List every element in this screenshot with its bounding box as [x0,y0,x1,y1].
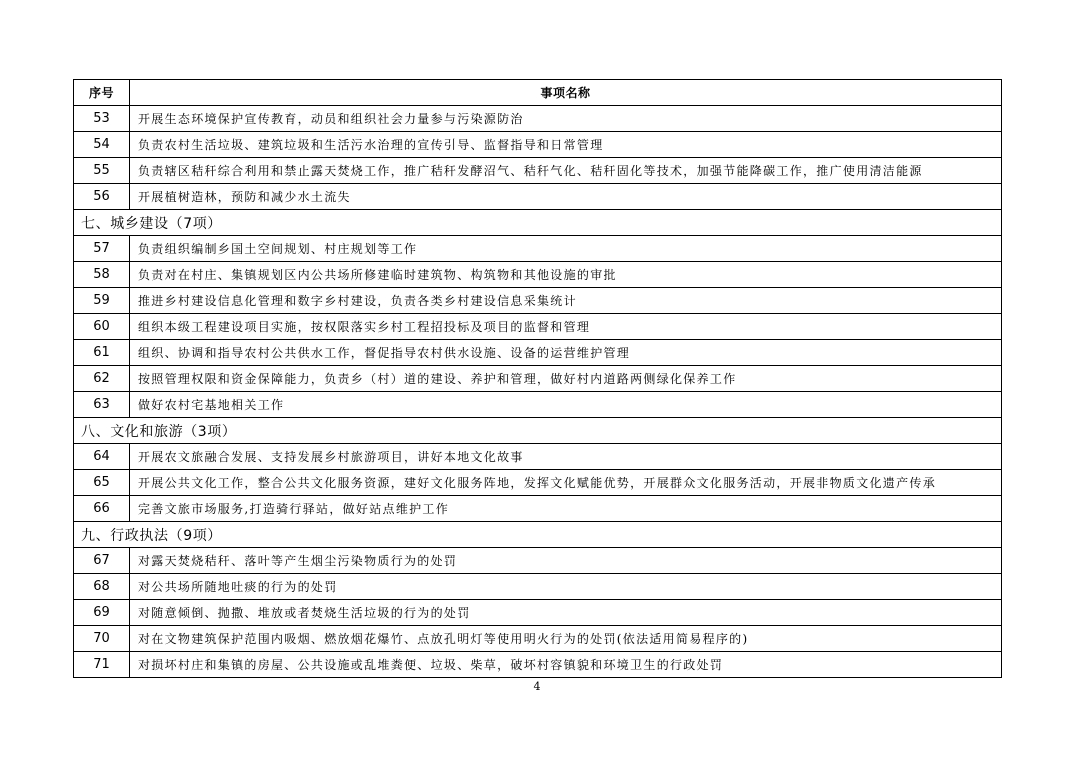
section-title: 八、文化和旅游（3项） [74,418,1002,444]
item-name-cell: 对损坏村庄和集镇的房屋、公共设施或乱堆粪便、垃圾、柴草，破坏村容镇貌和环境卫生的行政处罚 [130,652,1002,678]
seq-cell: 70 [74,626,130,652]
table-row [74,106,1002,132]
item-name-cell: 做好农村宅基地相关工作 [130,392,1002,418]
seq-cell: 53 [74,106,130,132]
table-row [74,652,1002,678]
table-row [74,470,1002,496]
seq-cell: 65 [74,470,130,496]
item-name-cell: 组织、协调和指导农村公共供水工作，督促指导农村供水设施、设备的运营维护管理 [130,340,1002,366]
seq-cell: 55 [74,158,130,184]
seq-cell: 66 [74,496,130,522]
section-title: 七、城乡建设（7项） [74,210,1002,236]
seq-cell: 54 [74,132,130,158]
item-name-cell: 开展公共文化工作，整合公共文化服务资源，建好文化服务阵地，发挥文化赋能优势，开展群众文化服务活动，开展非物质文化遗产传承 [130,470,1002,496]
table-row [74,366,1002,392]
section-row [74,522,1002,548]
item-name-cell: 完善文旅市场服务,打造骑行驿站，做好站点维护工作 [130,496,1002,522]
item-name-cell: 负责对在村庄、集镇规划区内公共场所修建临时建筑物、构筑物和其他设施的审批 [130,262,1002,288]
seq-cell: 59 [74,288,130,314]
item-name-cell: 对随意倾倒、抛撒、堆放或者焚烧生活垃圾的行为的处罚 [130,600,1002,626]
item-name-cell: 开展农文旅融合发展、支持发展乡村旅游项目，讲好本地文化故事 [130,444,1002,470]
table-row [74,392,1002,418]
seq-cell: 64 [74,444,130,470]
table-header-row [74,80,1002,106]
section-row [74,210,1002,236]
seq-cell: 56 [74,184,130,210]
item-name-cell: 负责农村生活垃圾、建筑垃圾和生活污水治理的宣传引导、监督指导和日常管理 [130,132,1002,158]
seq-cell: 71 [74,652,130,678]
seq-cell: 68 [74,574,130,600]
page-number: 4 [533,680,541,693]
table-row [74,314,1002,340]
item-name-cell: 推进乡村建设信息化管理和数字乡村建设，负责各类乡村建设信息采集统计 [130,288,1002,314]
seq-cell: 67 [74,548,130,574]
table-row [74,158,1002,184]
table-row [74,184,1002,210]
table-row [74,340,1002,366]
seq-cell: 57 [74,236,130,262]
seq-cell: 63 [74,392,130,418]
item-name-cell: 对在文物建筑保护范围内吸烟、燃放烟花爆竹、点放孔明灯等使用明火行为的处罚(依法适用简易程序的) [130,626,1002,652]
item-name-cell: 开展植树造林，预防和减少水土流失 [130,184,1002,210]
table-row [74,600,1002,626]
table-row [74,574,1002,600]
table-row [74,236,1002,262]
seq-cell: 62 [74,366,130,392]
item-name-cell: 对露天焚烧秸秆、落叶等产生烟尘污染物质行为的处罚 [130,548,1002,574]
table-row [74,444,1002,470]
header-name: 事项名称 [130,80,1002,106]
seq-cell: 69 [74,600,130,626]
table-row [74,548,1002,574]
matters-table [73,79,1002,678]
table-row [74,262,1002,288]
table-row [74,496,1002,522]
item-name-cell: 负责组织编制乡国土空间规划、村庄规划等工作 [130,236,1002,262]
item-name-cell: 组织本级工程建设项目实施，按权限落实乡村工程招投标及项目的监督和管理 [130,314,1002,340]
header-seq: 序号 [74,80,130,106]
seq-cell: 60 [74,314,130,340]
table-row [74,132,1002,158]
section-title: 九、行政执法（9项） [74,522,1002,548]
table-row [74,288,1002,314]
seq-cell: 61 [74,340,130,366]
section-row [74,418,1002,444]
item-name-cell: 对公共场所随地吐痰的行为的处罚 [130,574,1002,600]
item-name-cell: 负责辖区秸秆综合利用和禁止露天焚烧工作，推广秸秆发酵沼气、秸秆气化、秸秆固化等技术，加强节能降碳工作，推广使用清洁能源 [130,158,1002,184]
seq-cell: 58 [74,262,130,288]
item-name-cell: 按照管理权限和资金保障能力，负责乡（村）道的建设、养护和管理，做好村内道路两侧绿化保养工作 [130,366,1002,392]
item-name-cell: 开展生态环境保护宣传教育，动员和组织社会力量参与污染源防治 [130,106,1002,132]
table-row [74,626,1002,652]
